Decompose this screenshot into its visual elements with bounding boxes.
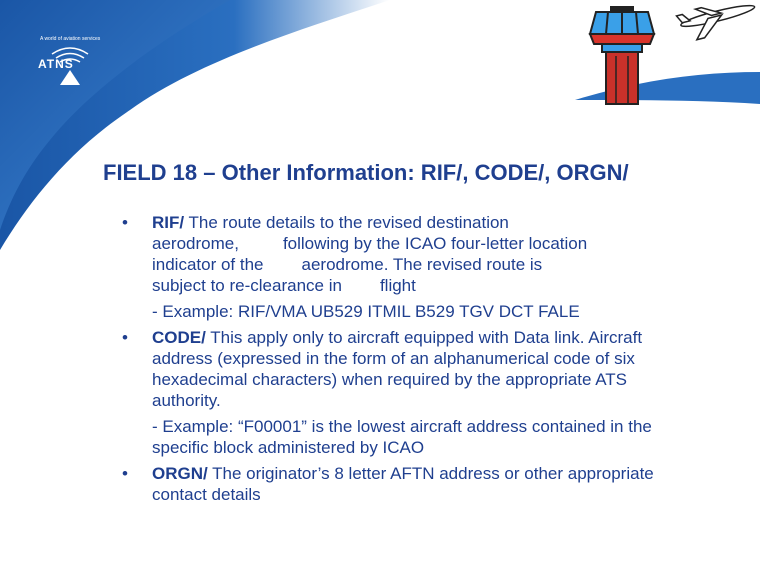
logo-text: ATNS bbox=[38, 57, 74, 71]
bullet-icon: • bbox=[122, 464, 128, 483]
item-text-line: indicator of the bbox=[152, 255, 264, 274]
slide-title: FIELD 18 – Other Information: RIF/, CODE/, ORGN/ bbox=[103, 160, 629, 185]
bullet-item-code bbox=[118, 327, 678, 411]
bullet-item-rif bbox=[118, 212, 678, 296]
item-text: The originator’s 8 letter AFTN address or other appropriate contact details bbox=[152, 464, 654, 504]
control-tower-illustration bbox=[576, 0, 760, 110]
item-text-line: subject to re-clearance in bbox=[152, 276, 342, 295]
logo-tagline: A world of aviation services bbox=[40, 36, 101, 42]
bullet-item-orgn bbox=[118, 463, 678, 505]
item-text-line: aerodrome. The revised route is bbox=[301, 255, 543, 274]
item-keyword: ORGN/ bbox=[152, 464, 208, 483]
example-rif: - Example: RIF/VMA UB529 ITMIL B529 TGV DCT FALE bbox=[152, 302, 580, 321]
bullet-icon: • bbox=[122, 213, 128, 232]
bullet-icon: • bbox=[122, 328, 128, 347]
item-keyword: RIF/ bbox=[152, 213, 185, 232]
item-text: This apply only to aircraft equipped with Data link. Aircraft address (expressed in the form of an alphanumerical code of six hexadecimal characters) when required by the appropriate ATS authority. bbox=[152, 328, 643, 410]
slide-content bbox=[118, 212, 678, 510]
item-text-line: aerodrome, bbox=[152, 234, 239, 253]
item-keyword: CODE/ bbox=[152, 328, 206, 347]
item-text-line: following by the ICAO four-letter location bbox=[282, 234, 588, 253]
example-code: - Example: “F00001” is the lowest aircraft address contained in the specific block administered by ICAO bbox=[152, 417, 652, 457]
item-text-line: flight bbox=[379, 276, 416, 295]
item-text-line: The route details to the revised destination bbox=[184, 213, 509, 232]
